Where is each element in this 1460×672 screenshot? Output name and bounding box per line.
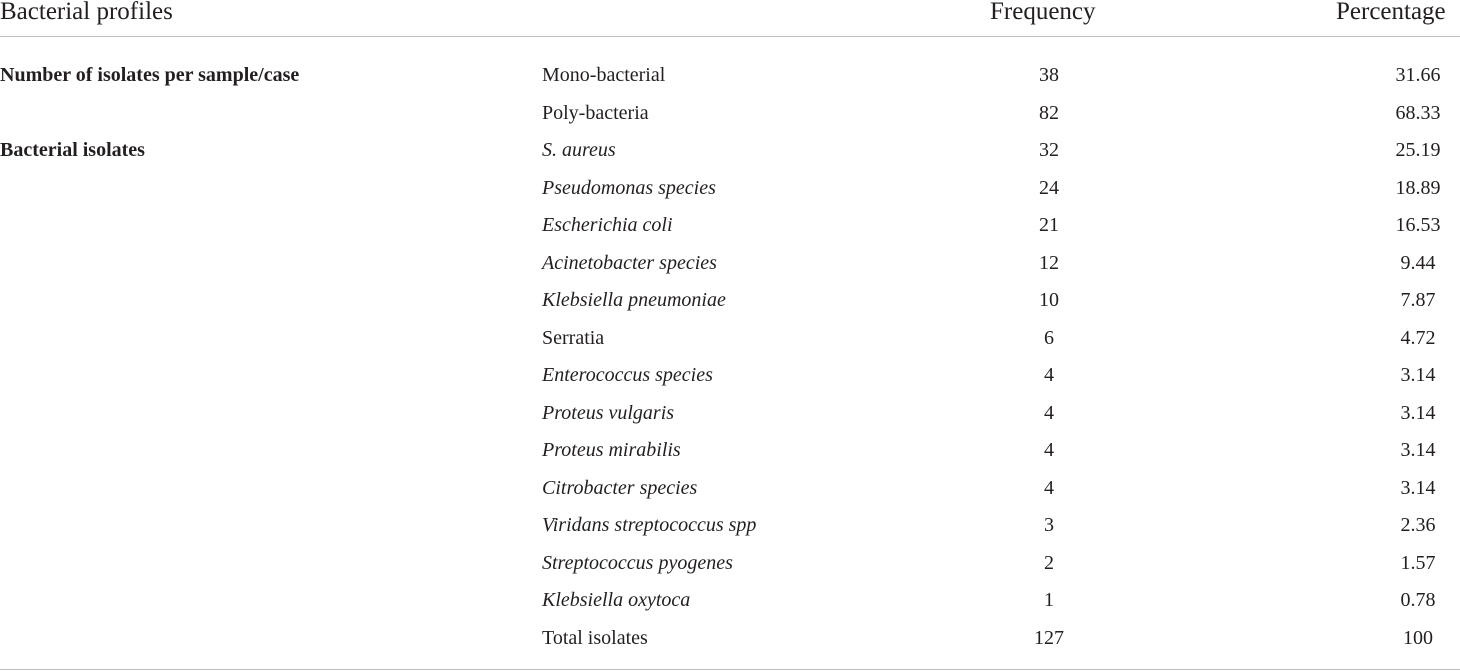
row-percentage: 18.89	[1395, 176, 1441, 199]
table-row	[0, 320, 1460, 358]
row-frequency: 38	[1039, 64, 1059, 86]
table-row	[0, 395, 1460, 433]
row-profile-label: Total isolates	[542, 626, 648, 649]
row-frequency: 4	[1044, 364, 1054, 386]
row-profile-label: Poly-bacteria	[542, 101, 649, 124]
table-body	[0, 57, 1460, 657]
row-group-label: Bacterial isolates	[0, 139, 145, 161]
row-frequency: 1	[1044, 589, 1054, 611]
row-profile-label: Citrobacter species	[542, 476, 698, 499]
row-percentage: 31.66	[1395, 64, 1441, 86]
row-frequency: 4	[1044, 401, 1054, 424]
row-frequency: 2	[1044, 551, 1054, 574]
row-percentage: 9.44	[1400, 251, 1436, 274]
row-group-label: Number of isolates per sample/case	[0, 64, 300, 86]
table-row	[0, 357, 1460, 395]
table-row	[0, 507, 1460, 545]
table-row	[0, 132, 1460, 170]
row-percentage: 3.14	[1400, 401, 1436, 424]
row-percentage: 3.14	[1400, 476, 1436, 499]
row-percentage: 16.53	[1395, 214, 1441, 236]
row-profile-label: Escherichia coli	[542, 214, 673, 236]
row-frequency: 21	[1039, 214, 1059, 236]
row-frequency: 3	[1044, 514, 1054, 536]
row-profile-label: Viridans streptococcus spp	[542, 514, 757, 536]
table-row	[0, 207, 1460, 245]
row-frequency: 32	[1039, 139, 1059, 161]
table-header-row	[0, 0, 1460, 37]
header-frequency: Frequency	[990, 0, 1096, 25]
row-percentage: 1.57	[1400, 551, 1436, 574]
table-row	[0, 95, 1460, 133]
header-percentage: Percentage	[1336, 0, 1446, 25]
table-row	[0, 432, 1460, 470]
row-profile-label: Enterococcus species	[542, 364, 713, 386]
table-bottom-rule	[0, 669, 1460, 670]
row-profile-label: Serratia	[542, 326, 605, 349]
row-percentage: 0.78	[1400, 589, 1436, 611]
table-row	[0, 470, 1460, 508]
table-row	[0, 282, 1460, 320]
table-row	[0, 582, 1460, 620]
row-frequency: 127	[1034, 626, 1064, 649]
row-frequency: 82	[1039, 101, 1059, 124]
row-profile-label: Acinetobacter species	[542, 251, 717, 274]
row-profile-label: Proteus vulgaris	[542, 401, 675, 424]
table-row	[0, 170, 1460, 208]
table-row	[0, 620, 1460, 658]
header-bacterial-profiles: Bacterial profiles	[0, 0, 173, 25]
row-percentage: 3.14	[1400, 439, 1436, 461]
row-frequency: 4	[1044, 439, 1054, 461]
row-frequency: 4	[1044, 476, 1054, 499]
row-frequency: 10	[1039, 289, 1059, 311]
row-profile-label: Proteus mirabilis	[542, 439, 681, 461]
row-frequency: 24	[1039, 176, 1059, 199]
row-profile-label: Streptococcus pyogenes	[542, 551, 733, 574]
row-percentage: 4.72	[1400, 326, 1436, 349]
row-profile-label: Klebsiella oxytoca	[542, 589, 691, 611]
row-percentage: 3.14	[1400, 364, 1436, 386]
row-percentage: 7.87	[1400, 289, 1436, 311]
table-row	[0, 245, 1460, 283]
row-percentage: 68.33	[1395, 101, 1441, 124]
row-percentage: 100	[1403, 626, 1433, 649]
row-percentage: 25.19	[1395, 139, 1441, 161]
row-frequency: 12	[1039, 251, 1059, 274]
table-row	[0, 57, 1460, 95]
row-profile-label: S. aureus	[542, 139, 616, 161]
row-frequency: 6	[1044, 326, 1054, 349]
row-profile-label: Pseudomonas species	[542, 176, 716, 199]
row-profile-label: Mono-bacterial	[542, 64, 666, 86]
row-profile-label: Klebsiella pneumoniae	[542, 289, 726, 311]
row-percentage: 2.36	[1400, 514, 1436, 536]
table-row	[0, 545, 1460, 583]
